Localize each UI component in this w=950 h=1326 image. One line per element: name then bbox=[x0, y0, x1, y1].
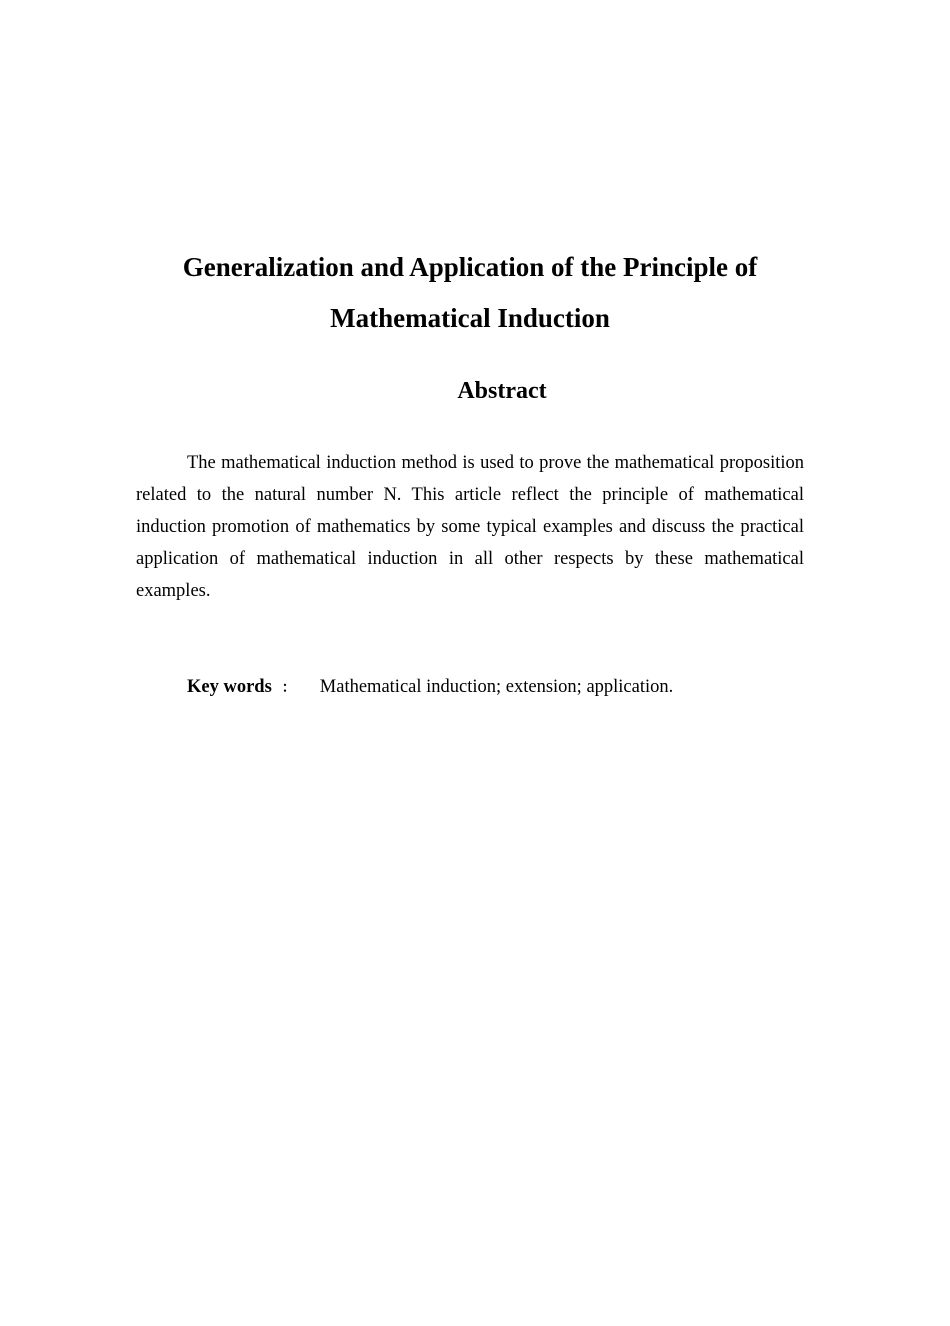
keywords-line bbox=[187, 671, 804, 705]
paper-title bbox=[136, 242, 804, 344]
abstract-heading: Abstract bbox=[457, 378, 547, 404]
paper-title-line-2: Mathematical Induction bbox=[330, 303, 610, 333]
keywords-label: Key words bbox=[187, 677, 272, 697]
paper-title-line-1: Generalization and Application of the Principle of bbox=[182, 252, 758, 282]
abstract-body: The mathematical induction method is used to prove the mathematical proposition related to the natural number N. This article reflect the principle of mathematical induction promotion of mathematics by some typical examples and discuss the practical application of mathematical induction in all other respects by these mathematical examples. bbox=[136, 453, 804, 601]
keywords-separator: ： bbox=[281, 681, 296, 696]
keywords-value: Mathematical induction; extension; application. bbox=[319, 677, 674, 697]
